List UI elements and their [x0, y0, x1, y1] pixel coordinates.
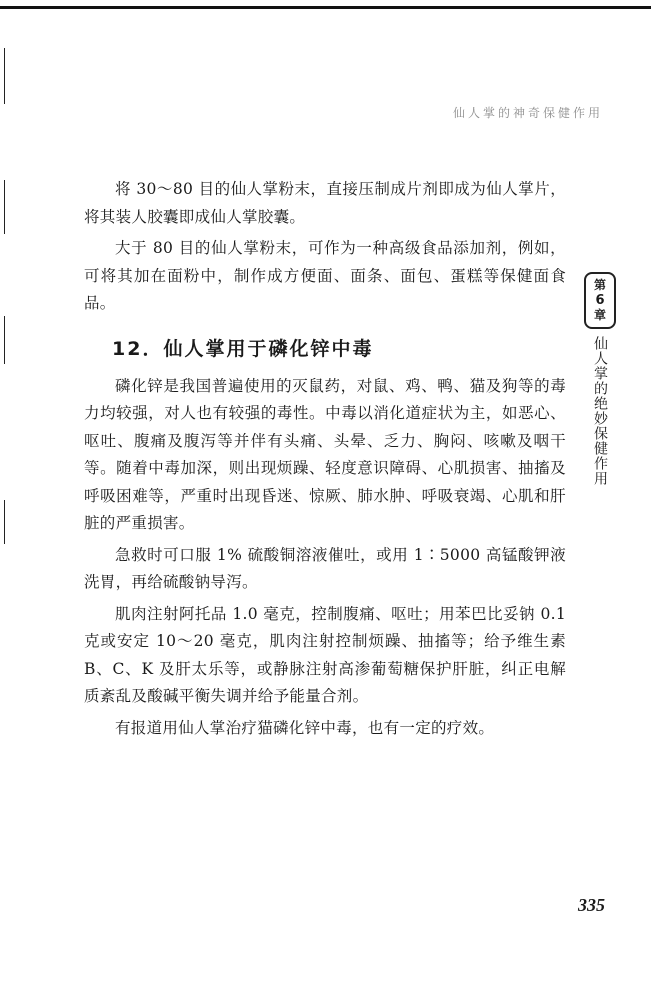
- margin-mark: [4, 316, 5, 364]
- top-border-rule: [0, 6, 651, 9]
- chapter-number: 6: [595, 293, 605, 308]
- chapter-tab-line: 第: [593, 278, 606, 292]
- paragraph-medication: 肌肉注射阿托品 1.0 毫克，控制腹痛、呕吐；用苯巴比妥钠 0.1 克或安定 10～20 毫克，肌肉注射控制烦躁、抽搐等；给予维生素 B、C、K 及肝太乐等，或静脉注射高渗葡萄糖保护肝脏，纠正电解质紊乱及酸碱平衡失调并给予能量合剂。: [84, 604, 566, 705]
- margin-mark: [4, 48, 5, 104]
- page-body: [84, 176, 566, 746]
- paragraph-tablet-capsule: 将 30～80 目的仙人掌粉末，直接压制成片剂即成为仙人掌片，将其装人胶囊即成仙人掌胶囊。: [84, 180, 566, 226]
- running-head: 仙人掌的神奇保健作用: [452, 106, 603, 120]
- margin-mark: [4, 180, 5, 234]
- chapter-side-title: 仙人掌的绝妙保健作用: [592, 336, 608, 486]
- paragraph-report: 有报道用仙人掌治疗猫磷化锌中毒，也有一定的疗效。: [115, 718, 495, 737]
- paragraph-food-additive: 大于 80 目的仙人掌粉末，可作为一种高级食品添加剂，例如，可将其加在面粉中，制作成方便面、面条、面包、蛋糕等保健面食品。: [84, 239, 566, 312]
- page-number: 335: [578, 895, 605, 915]
- section-title: 12．仙人掌用于磷化锌中毒: [112, 337, 374, 360]
- margin-mark: [4, 500, 5, 544]
- chapter-tab-line: 章: [593, 308, 606, 322]
- chapter-tab: [584, 272, 616, 329]
- paragraph-emergency-treatment: 急救时可口服 1% 硫酸铜溶液催吐，或用 1∶5000 高锰酸钾液洗胃，再给硫酸钠导泻。: [84, 545, 566, 591]
- paragraph-poisoning-symptoms: 磷化锌是我国普遍使用的灭鼠药，对鼠、鸡、鸭、猫及狗等的毒力均较强，对人也有较强的毒性。中毒以消化道症状为主，如恶心、呕吐、腹痛及腹泻等并伴有头痛、头晕、乏力、胸闷、咳嗽及咽干等。随着中毒加深，则出现烦躁、轻度意识障碍、心肌损害、抽搐及呼吸困难等，严重时出现昏迷、惊厥、肺水肿、呼吸衰竭、心肌和肝脏的严重损害。: [84, 376, 566, 532]
